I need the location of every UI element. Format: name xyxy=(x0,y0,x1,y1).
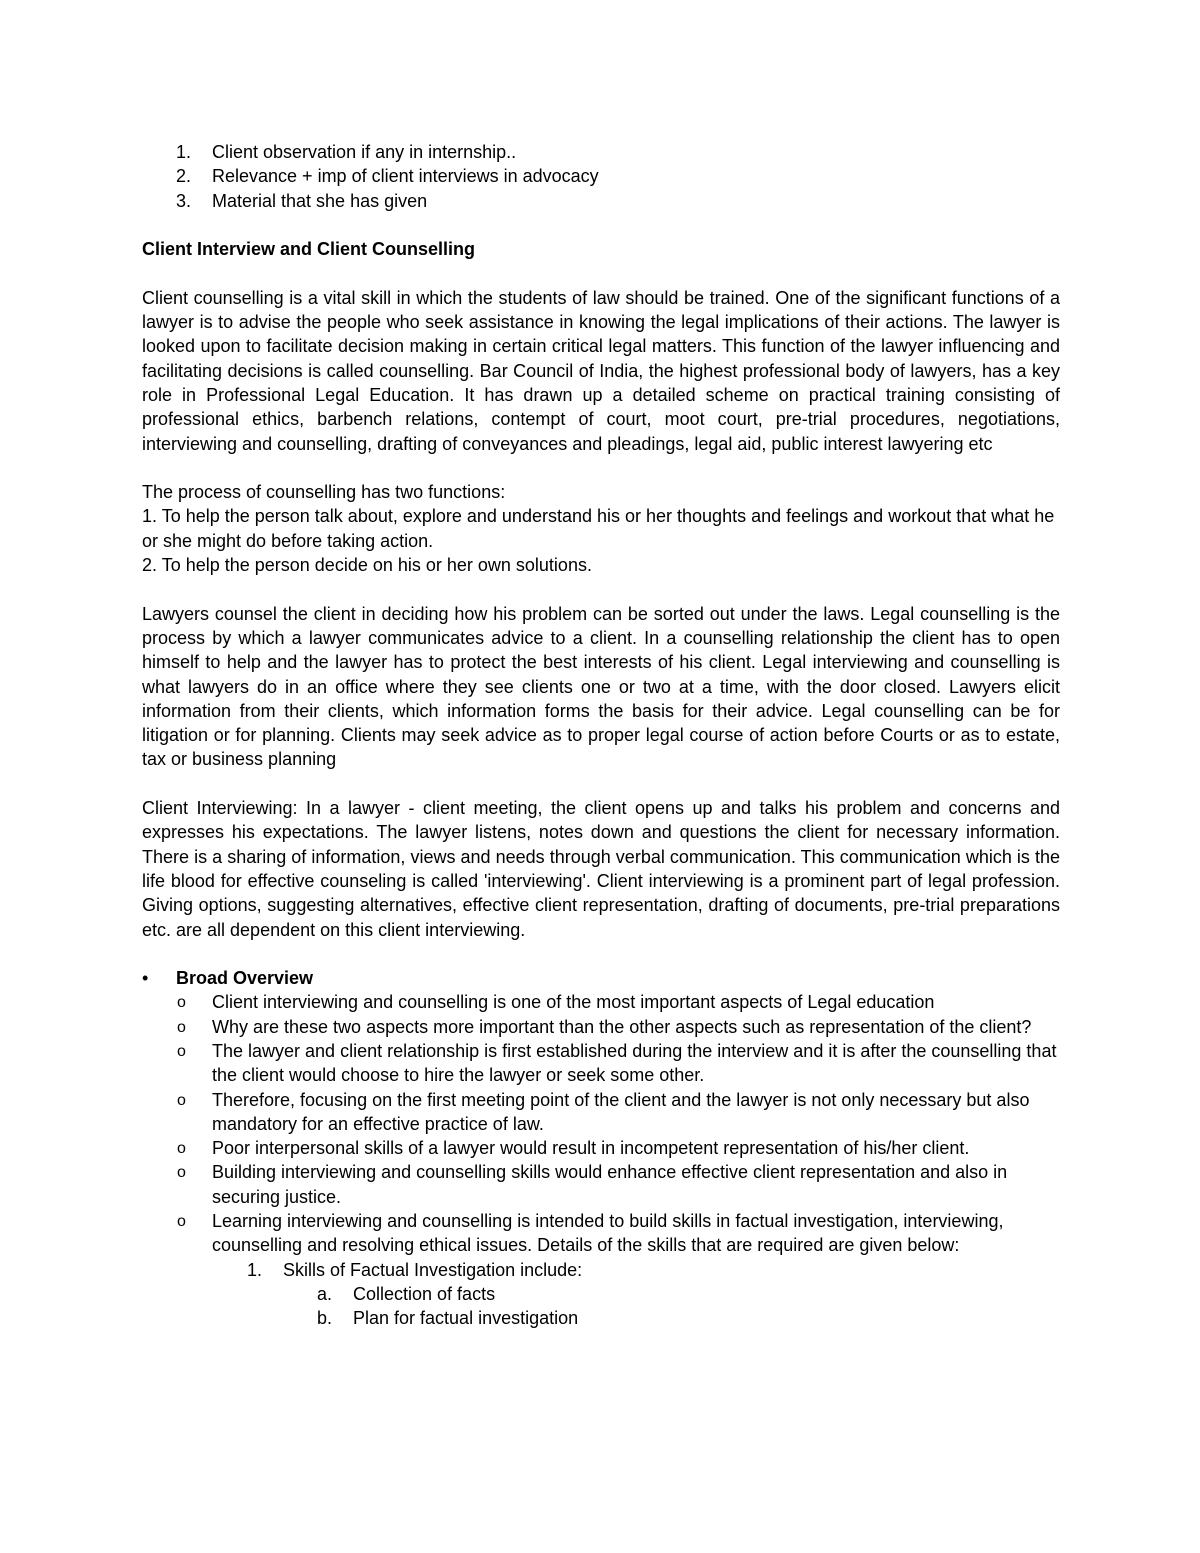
sub-item-text: Learning interviewing and counselling is intended to build skills in factual investigation, interviewing, counselling and resolving ethical issues. Details of the skills that are required are given below: xyxy=(212,1211,1004,1256)
overview-sublist xyxy=(142,990,1060,1257)
list-item-text: Client observation if any in internship.. xyxy=(212,142,517,162)
sub-list-item xyxy=(142,1088,1060,1137)
skills-sub-item xyxy=(142,1306,1060,1330)
skills-sub-text: Plan for factual investigation xyxy=(353,1308,579,1329)
list-item-text: Relevance + imp of client interviews in advocacy xyxy=(212,166,599,187)
paragraph-intro: Client counselling is a vital skill in which the students of law should be trained. One of the significant functions of a lawyer is to advise the people who seek assistance in knowing the legal implications of their actions. The lawyer is looked upon to facilitate decision making in certain critical legal matters. This function of the lawyer influencing and facilitating decisions is called counselling. Bar Council of India, the highest professional body of lawyers, has a key role in Professional Legal Education. It has drawn up a detailed scheme on practical training consisting of professional ethics, barbench relations, contempt of court, moot court, pre-trial procedures, negotiations, interviewing and counselling, drafting of conveyances and pleadings, legal aid, public interest lawyering etc xyxy=(142,287,1060,454)
sub-list-item xyxy=(142,1136,1060,1160)
sub-item-text: Building interviewing and counselling skills would enhance effective client representation and also in securing justice. xyxy=(212,1162,1008,1207)
list-number: 1. xyxy=(176,142,192,162)
overview-title: Broad Overview xyxy=(176,968,314,989)
skills-sub-letter: b. xyxy=(317,1308,333,1329)
sub-list-item xyxy=(142,1015,1060,1039)
skills-sub-letter: a. xyxy=(317,1283,333,1304)
paragraph-client-interviewing: Client Interviewing: In a lawyer - client meeting, the client opens up and talks his problem and concerns and expresses his expectations. The lawyer listens, notes down and questions the client for necessary information. There is a sharing of information, views and needs through verbal communication. This communication which is the life blood for effective counseling is called 'interviewing'. Client interviewing is a prominent part of legal profession. Giving options, suggesting alternatives, effective client representation, drafting of documents, pre-trial preparations etc. are all dependent on this client interviewing. xyxy=(142,798,1060,940)
list-item xyxy=(142,164,1060,188)
process-item-1: 1. To help the person talk about, explore and understand his or her thoughts and feelings and workout that what he or she might do before taking action. xyxy=(142,506,1055,551)
skills-text: Skills of Factual Investigation include: xyxy=(283,1259,583,1280)
skills-sublist xyxy=(142,1282,1060,1331)
skills-item xyxy=(142,1258,1060,1282)
circle-bullet-icon: o xyxy=(177,1091,186,1109)
overview-bullet xyxy=(142,966,1060,990)
circle-bullet-icon: o xyxy=(177,1213,186,1231)
circle-bullet-icon: o xyxy=(177,1042,186,1060)
process-item-2: 2. To help the person decide on his or her own solutions. xyxy=(142,555,592,576)
list-number: 2. xyxy=(176,166,192,187)
sub-item-text: Therefore, focusing on the first meeting point of the client and the lawyer is not only necessary but also mandatory for an effective practice of law. xyxy=(212,1089,1030,1134)
sub-item-text: Poor interpersonal skills of a lawyer would result in incompetent representation of his/her client. xyxy=(212,1138,970,1159)
sub-list-item xyxy=(142,1209,1060,1258)
skills-sub-item xyxy=(142,1282,1060,1306)
top-numbered-list xyxy=(142,140,1060,213)
skills-list xyxy=(142,1258,1060,1282)
document-page xyxy=(142,140,1060,1331)
circle-bullet-icon: o xyxy=(177,1018,186,1036)
process-block xyxy=(142,480,1060,577)
process-intro: The process of counselling has two functions: xyxy=(142,482,506,503)
list-number: 3. xyxy=(176,190,192,211)
circle-bullet-icon: o xyxy=(177,994,186,1012)
bullet-icon: • xyxy=(142,968,149,989)
paragraph-lawyers-counsel: Lawyers counsel the client in deciding how his problem can be sorted out under the laws. Legal counselling is the process by which a lawyer communicates advice to a client. In a counselling relationship the client has to open himself to help and the lawyer has to protect the best interests of his client. Legal interviewing and counselling is what lawyers do in an office where they see clients one or two at a time, with the door closed. Lawyers elicit information from their clients, which information forms the basis for their advice. Legal counselling can be for litigation or for planning. Clients may seek advice as to proper legal course of action before Courts or as to estate, tax or business planning xyxy=(142,603,1060,770)
skills-sub-text: Collection of facts xyxy=(353,1283,496,1304)
list-item-text: Material that she has given xyxy=(212,190,428,211)
section-heading: Client Interview and Client Counselling xyxy=(142,239,476,260)
circle-bullet-icon: o xyxy=(177,1140,186,1158)
sub-list-item xyxy=(142,1039,1060,1088)
list-item xyxy=(142,189,1060,213)
sub-item-text: Why are these two aspects more important than the other aspects such as representation of the client? xyxy=(212,1016,1032,1037)
sub-item-text: The lawyer and client relationship is first established during the interview and it is after the counselling that the client would choose to hire the lawyer or seek some other. xyxy=(212,1040,1057,1086)
list-item xyxy=(142,140,1060,164)
sub-item-text: Client interviewing and counselling is one of the most important aspects of Legal education xyxy=(212,992,935,1013)
sub-list-item xyxy=(142,990,1060,1014)
skills-number: 1. xyxy=(247,1259,263,1280)
circle-bullet-icon: o xyxy=(177,1164,186,1182)
sub-list-item xyxy=(142,1160,1060,1209)
